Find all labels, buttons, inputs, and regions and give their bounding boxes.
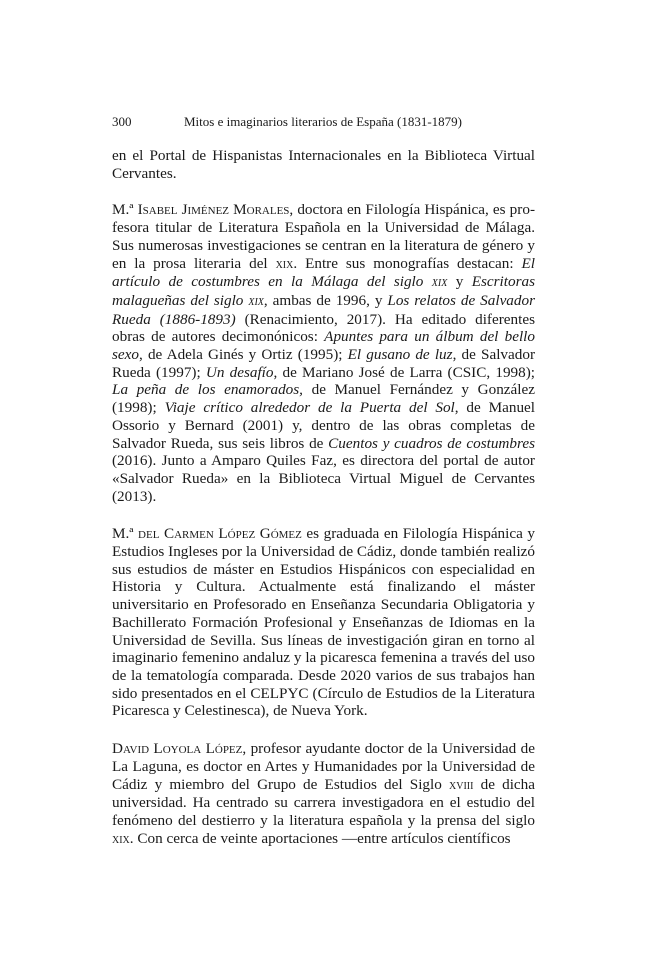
book-title: Mitos e imaginarios literarios de España (1831-1879) bbox=[184, 114, 462, 129]
text-run: , de Mariano José de Larra (CSIC, 1998); bbox=[273, 363, 535, 381]
text-run: de dicha universidad. Ha centrado su carrera investigadora en el estudio del fenómeno del destierro y la literatura española y la prensa del siglo bbox=[112, 775, 535, 829]
text-run: en el Portal de Hispanistas Internacionales en la Biblioteca Virtual Cervantes. bbox=[112, 147, 535, 182]
author-name: David Loyola López bbox=[112, 740, 243, 758]
bio-david-loyola-lopez bbox=[112, 740, 535, 848]
text-run: , doctora en Filología Hispánica, es profesora titular de Literatura Española en la Universidad de Málaga. Sus numerosas investigaciones se centran en la literatura de género y en la prosa literaria del bbox=[112, 201, 535, 272]
text-run: de Manuel Fernández y González (1998); bbox=[112, 381, 535, 417]
page-number: 300 bbox=[112, 114, 132, 129]
work-title: Cuentos y cuadros de costumbres bbox=[328, 434, 535, 452]
text-run: , de Manuel Ossorio y Bernard (2001) y, dentro de las obras completas de Salvador Rueda, sus seis libros de bbox=[112, 399, 535, 452]
text-run: es graduada en Filología Hispánica y Estudios Ingleses por la Universidad de Cádiz, donde también realizó sus estudios de máster en Estudios Hispánicos con especialidad en Historia y Cultura. Actualmente está finalizando el máster universitario en Profesorado en Enseñanza Secundaria Obligatoria y Bachillerato Formación Profesional y Enseñanzas de Idiomas en la Universidad de Sevilla. Sus líneas de investigación giran en torno al imaginario femenino andaluz y la picaresca femenina a través del uso de la tematología comparada. Desde 2020 varios de sus trabajos han sido presentados en el CELPYC (Círculo de Estudios de la Literatura Picaresca y Celestinesca), de Nueva York. bbox=[112, 525, 535, 720]
text-run: y bbox=[447, 273, 472, 291]
work-title: Apuntes para un álbum del bello sexo bbox=[112, 328, 535, 364]
book-page bbox=[112, 114, 535, 868]
bio-carmen-lopez-gomez bbox=[112, 525, 535, 720]
text-run: , profesor ayudante doctor de la Universidad de La Laguna, es doctor en Artes y Humanidades por la Universidad de Cádiz y miembro del Grupo de Estudios del Siglo bbox=[112, 740, 535, 793]
work-title-text: El artículo de costumbres en la Málaga del siglo bbox=[112, 254, 535, 291]
author-name: M.ª del Carmen López Gómez bbox=[112, 525, 302, 543]
work-title: Los relatos de Salvador Rueda (1886-1893) bbox=[112, 291, 536, 328]
century-numeral: xix bbox=[248, 292, 264, 309]
text-run: (2016). Junto a Amparo Quiles Faz, es directora del portal de autor «Salvador Rueda» en la Biblioteca Virtual Miguel de Cervantes (2013). bbox=[112, 452, 535, 505]
text-run: , de Adela Ginés y Ortiz (1995); bbox=[139, 346, 348, 364]
century-numeral: xix bbox=[112, 830, 130, 847]
work-title: El gusano de luz bbox=[347, 346, 453, 364]
work-title: Un desafío bbox=[205, 363, 274, 381]
text-run: . Entre sus monografías destacan: bbox=[293, 254, 522, 272]
work-title: La peña de los enamorados, bbox=[112, 381, 303, 399]
work-title: Viaje crítico alrededor de la Puerta del Sol bbox=[164, 399, 455, 417]
century-numeral: xix bbox=[275, 255, 294, 272]
century-numeral: xviii bbox=[449, 776, 474, 793]
running-header bbox=[112, 114, 535, 130]
paragraph-continuation bbox=[112, 147, 535, 182]
bio-isabel-jimenez-morales bbox=[112, 201, 535, 505]
work-title-text: Escritoras malagueñas del siglo bbox=[112, 273, 536, 309]
century-numeral: xix bbox=[431, 274, 448, 291]
text-run: , de Salvador Rueda (1997); bbox=[112, 346, 536, 381]
text-run: (Renacimiento, 2017). Ha editado diferentes obras de autores decimonónicos: bbox=[112, 310, 535, 346]
text-run: . Con cerca de veinte aportaciones —entre artículos científicos bbox=[129, 829, 511, 847]
text-run: , ambas de 1996, y bbox=[263, 291, 388, 309]
author-name: M.ª Isabel Jiménez Morales bbox=[112, 201, 290, 219]
